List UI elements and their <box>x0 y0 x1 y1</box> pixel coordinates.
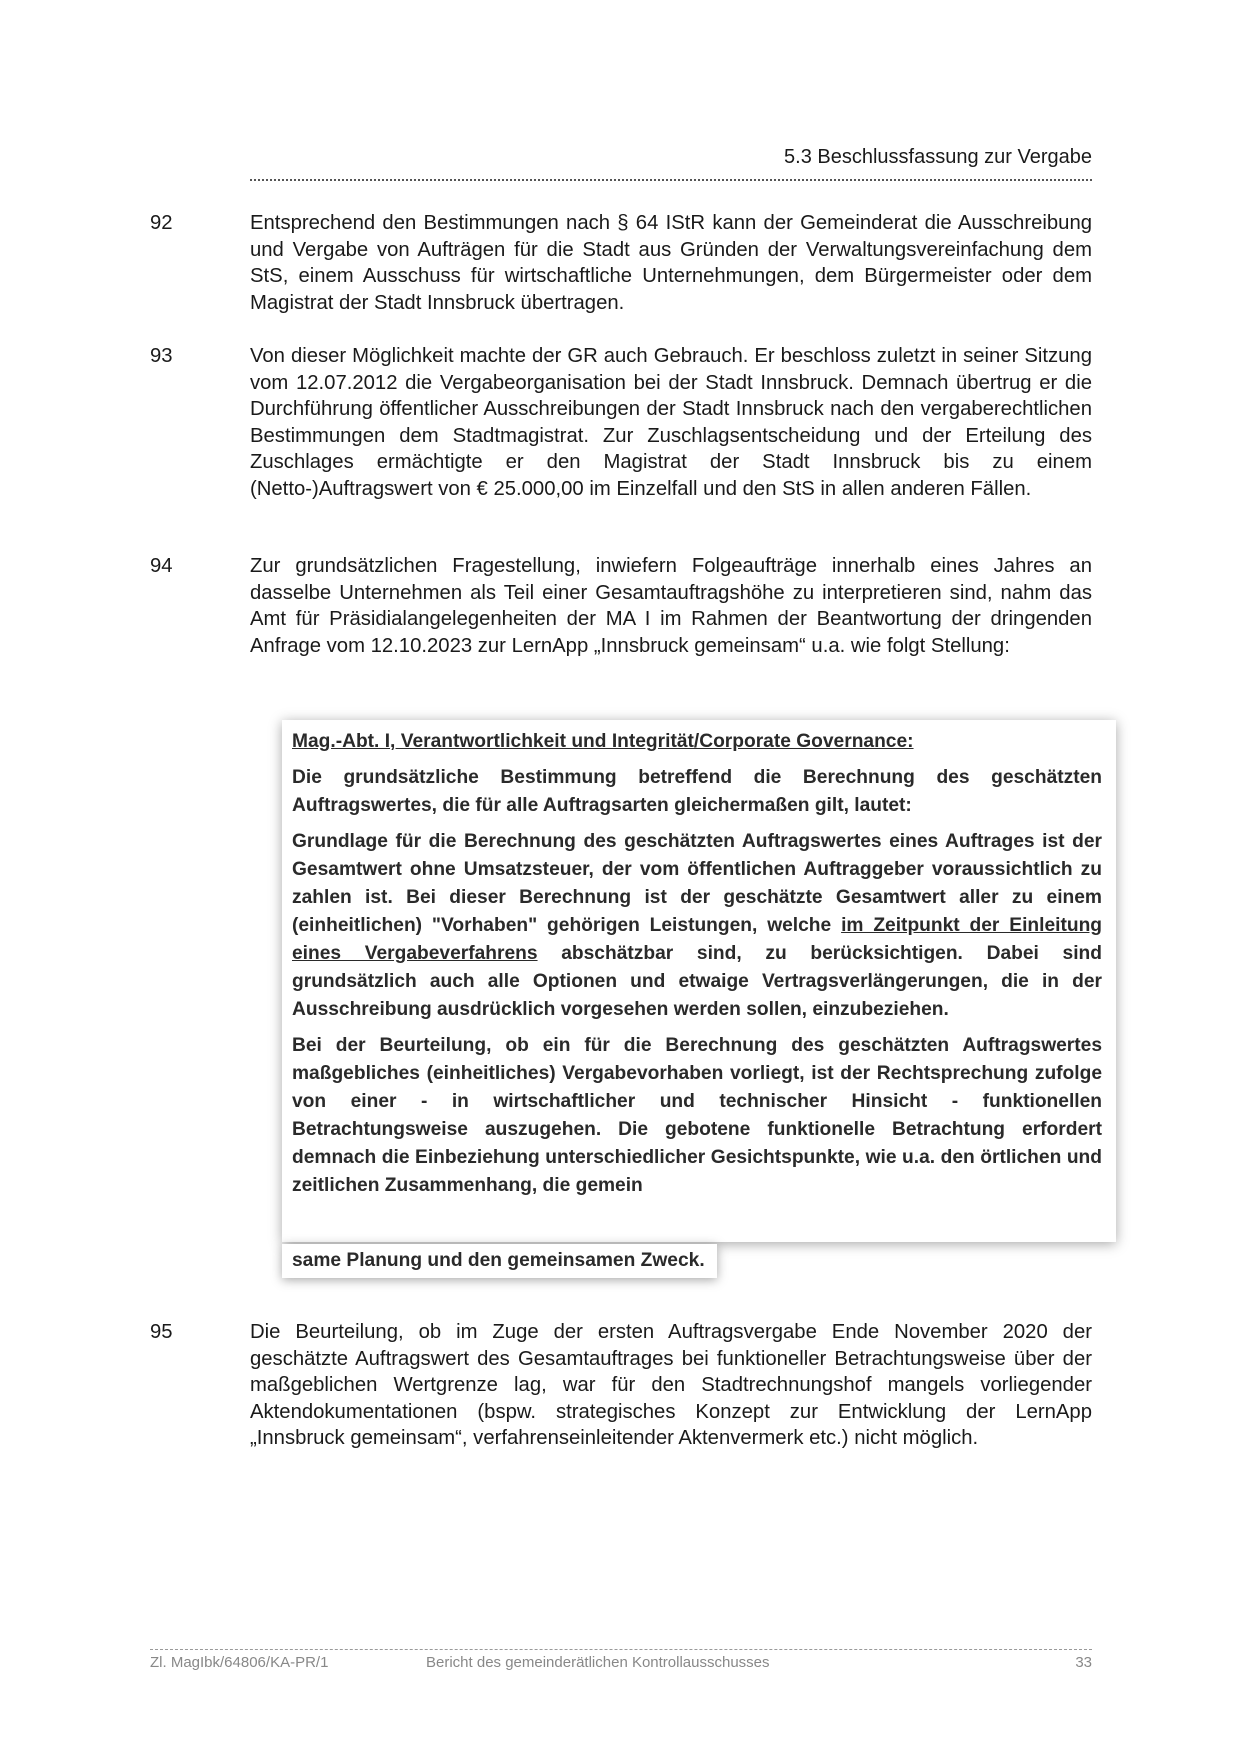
footer-reference: Zl. MagIbk/64806/KA-PR/1 <box>150 1654 329 1671</box>
paragraph-text: Zur grundsätzlichen Fragestellung, inwiefern Folgeaufträge innerhalb eines Jahres an dasselbe Unternehmen als Teil einer Gesamtauftragshöhe zu interpretieren sind, nahm das Amt für Präsidialangelegenheiten der MA I im Rahmen der Beantwortung der dringenden Anfrage vom 12.10.2023 zur LernApp „Innsbruck gemeinsam“ u.a. wie folgt Stellung: <box>250 555 1092 657</box>
quote-paragraph: Die grundsätzliche Bestimmung betreffend die Berechnung des geschätzten Auftragswertes, die für alle Auftragsarten gleichermaßen gilt, lautet: <box>292 767 1102 816</box>
paragraph-93 <box>150 343 1092 502</box>
quote-text: Grundlage für die Berechnung des geschätzten Auftragswertes eines Auftrages ist der Gesamtwert ohne Umsatzsteuer, der vom öffentlichen Auftraggeber voraussichtlich zu zahlen ist. Bei dieser Berechnung ist der geschätzte Gesamtwert aller zu einem (einheitlichen) "Vorhaben" gehörigen Leistungen, welche <box>292 831 1102 936</box>
quote-paragraph <box>292 828 1102 1024</box>
paragraph-number: 93 <box>150 345 173 367</box>
paragraph-text: Die Beurteilung, ob im Zuge der ersten Auftragsvergabe Ende November 2020 der geschätzte Auftragswert des Gesamtauftrages bei funktioneller Betrachtungsweise über der maßgeblichen Wertgrenze lag, war für den Stadtrechnungshof mangels vorliegender Aktendokumentationen (bspw. strategisches Konzept zur Entwicklung der LernApp „Innsbruck gemeinsam“, verfahrenseinleitender Aktenvermerk etc.) nicht möglich. <box>250 1321 1092 1449</box>
quote-continuation: same Planung und den gemeinsamen Zweck. <box>282 1244 717 1278</box>
quoted-statement-box <box>282 720 1116 1242</box>
footer-title: Bericht des gemeinderätlichen Kontrollausschusses <box>426 1654 770 1671</box>
section-header: 5.3 Beschlussfassung zur Vergabe <box>250 146 1092 181</box>
quote-text: abschätzbar sind, zu berücksichtigen. Dabei sind grundsätzlich auch alle Optionen und etwaige Vertragsverlängerungen, die in der Ausschreibung ausdrücklich vorgesehen werden sollen, einzubeziehen. <box>292 943 1102 1020</box>
quote-underlined-text: im Zeitpunkt der Einleitung eines Vergabeverfahrens <box>292 915 1103 964</box>
page-number: 33 <box>1075 1654 1092 1671</box>
paragraph-number: 95 <box>150 1321 173 1343</box>
paragraph-92 <box>150 210 1092 316</box>
paragraph-text: Von dieser Möglichkeit machte der GR auch Gebrauch. Er beschloss zuletzt in seiner Sitzung vom 12.07.2012 die Vergabeorganisation bei der Stadt Innsbruck. Demnach übertrug er die Durchführung öffentlicher Ausschreibungen der Stadt Innsbruck nach den vergaberechtlichen Bestimmungen dem Stadtmagistrat. Zur Zuschlagsentscheidung und der Erteilung des Zuschlages ermächtigte er den Magistrat der Stadt Innsbruck bis zu einem (Netto-)Auftragswert von € 25.000,00 im Einzelfall und den StS in allen anderen Fällen. <box>250 345 1092 500</box>
paragraph-94 <box>150 553 1092 659</box>
quote-title: Mag.-Abt. I, Verantwortlichkeit und Integrität/Corporate Governance: <box>292 731 914 752</box>
paragraph-number: 92 <box>150 212 173 234</box>
paragraph-95 <box>150 1319 1092 1452</box>
quote-paragraph: Bei der Beurteilung, ob ein für die Berechnung des geschätzten Auftragswertes maßgebliches (einheitliches) Vergabevorhaben vorliegt, ist der Rechtsprechung zufolge von einer - in wirtschaftlicher und technischer Hinsicht - funktionellen Betrachtungsweise auszugehen. Die gebotene funktionelle Betrachtung erfordert demnach die Einbeziehung unterschiedlicher Gesichtspunkte, wie u.a. den örtlichen und zeitlichen Zusammenhang, die gemein <box>292 1035 1102 1196</box>
paragraph-text: Entsprechend den Bestimmungen nach § 64 IStR kann der Gemeinderat die Ausschreibung und Vergabe von Aufträgen für die Stadt aus Gründen der Verwaltungsvereinfachung dem StS, einem Ausschuss für wirtschaftliche Unternehmungen, dem Bürgermeister oder dem Magistrat der Stadt Innsbruck übertragen. <box>250 212 1092 314</box>
paragraph-number: 94 <box>150 555 173 577</box>
page-footer <box>150 1649 1092 1671</box>
